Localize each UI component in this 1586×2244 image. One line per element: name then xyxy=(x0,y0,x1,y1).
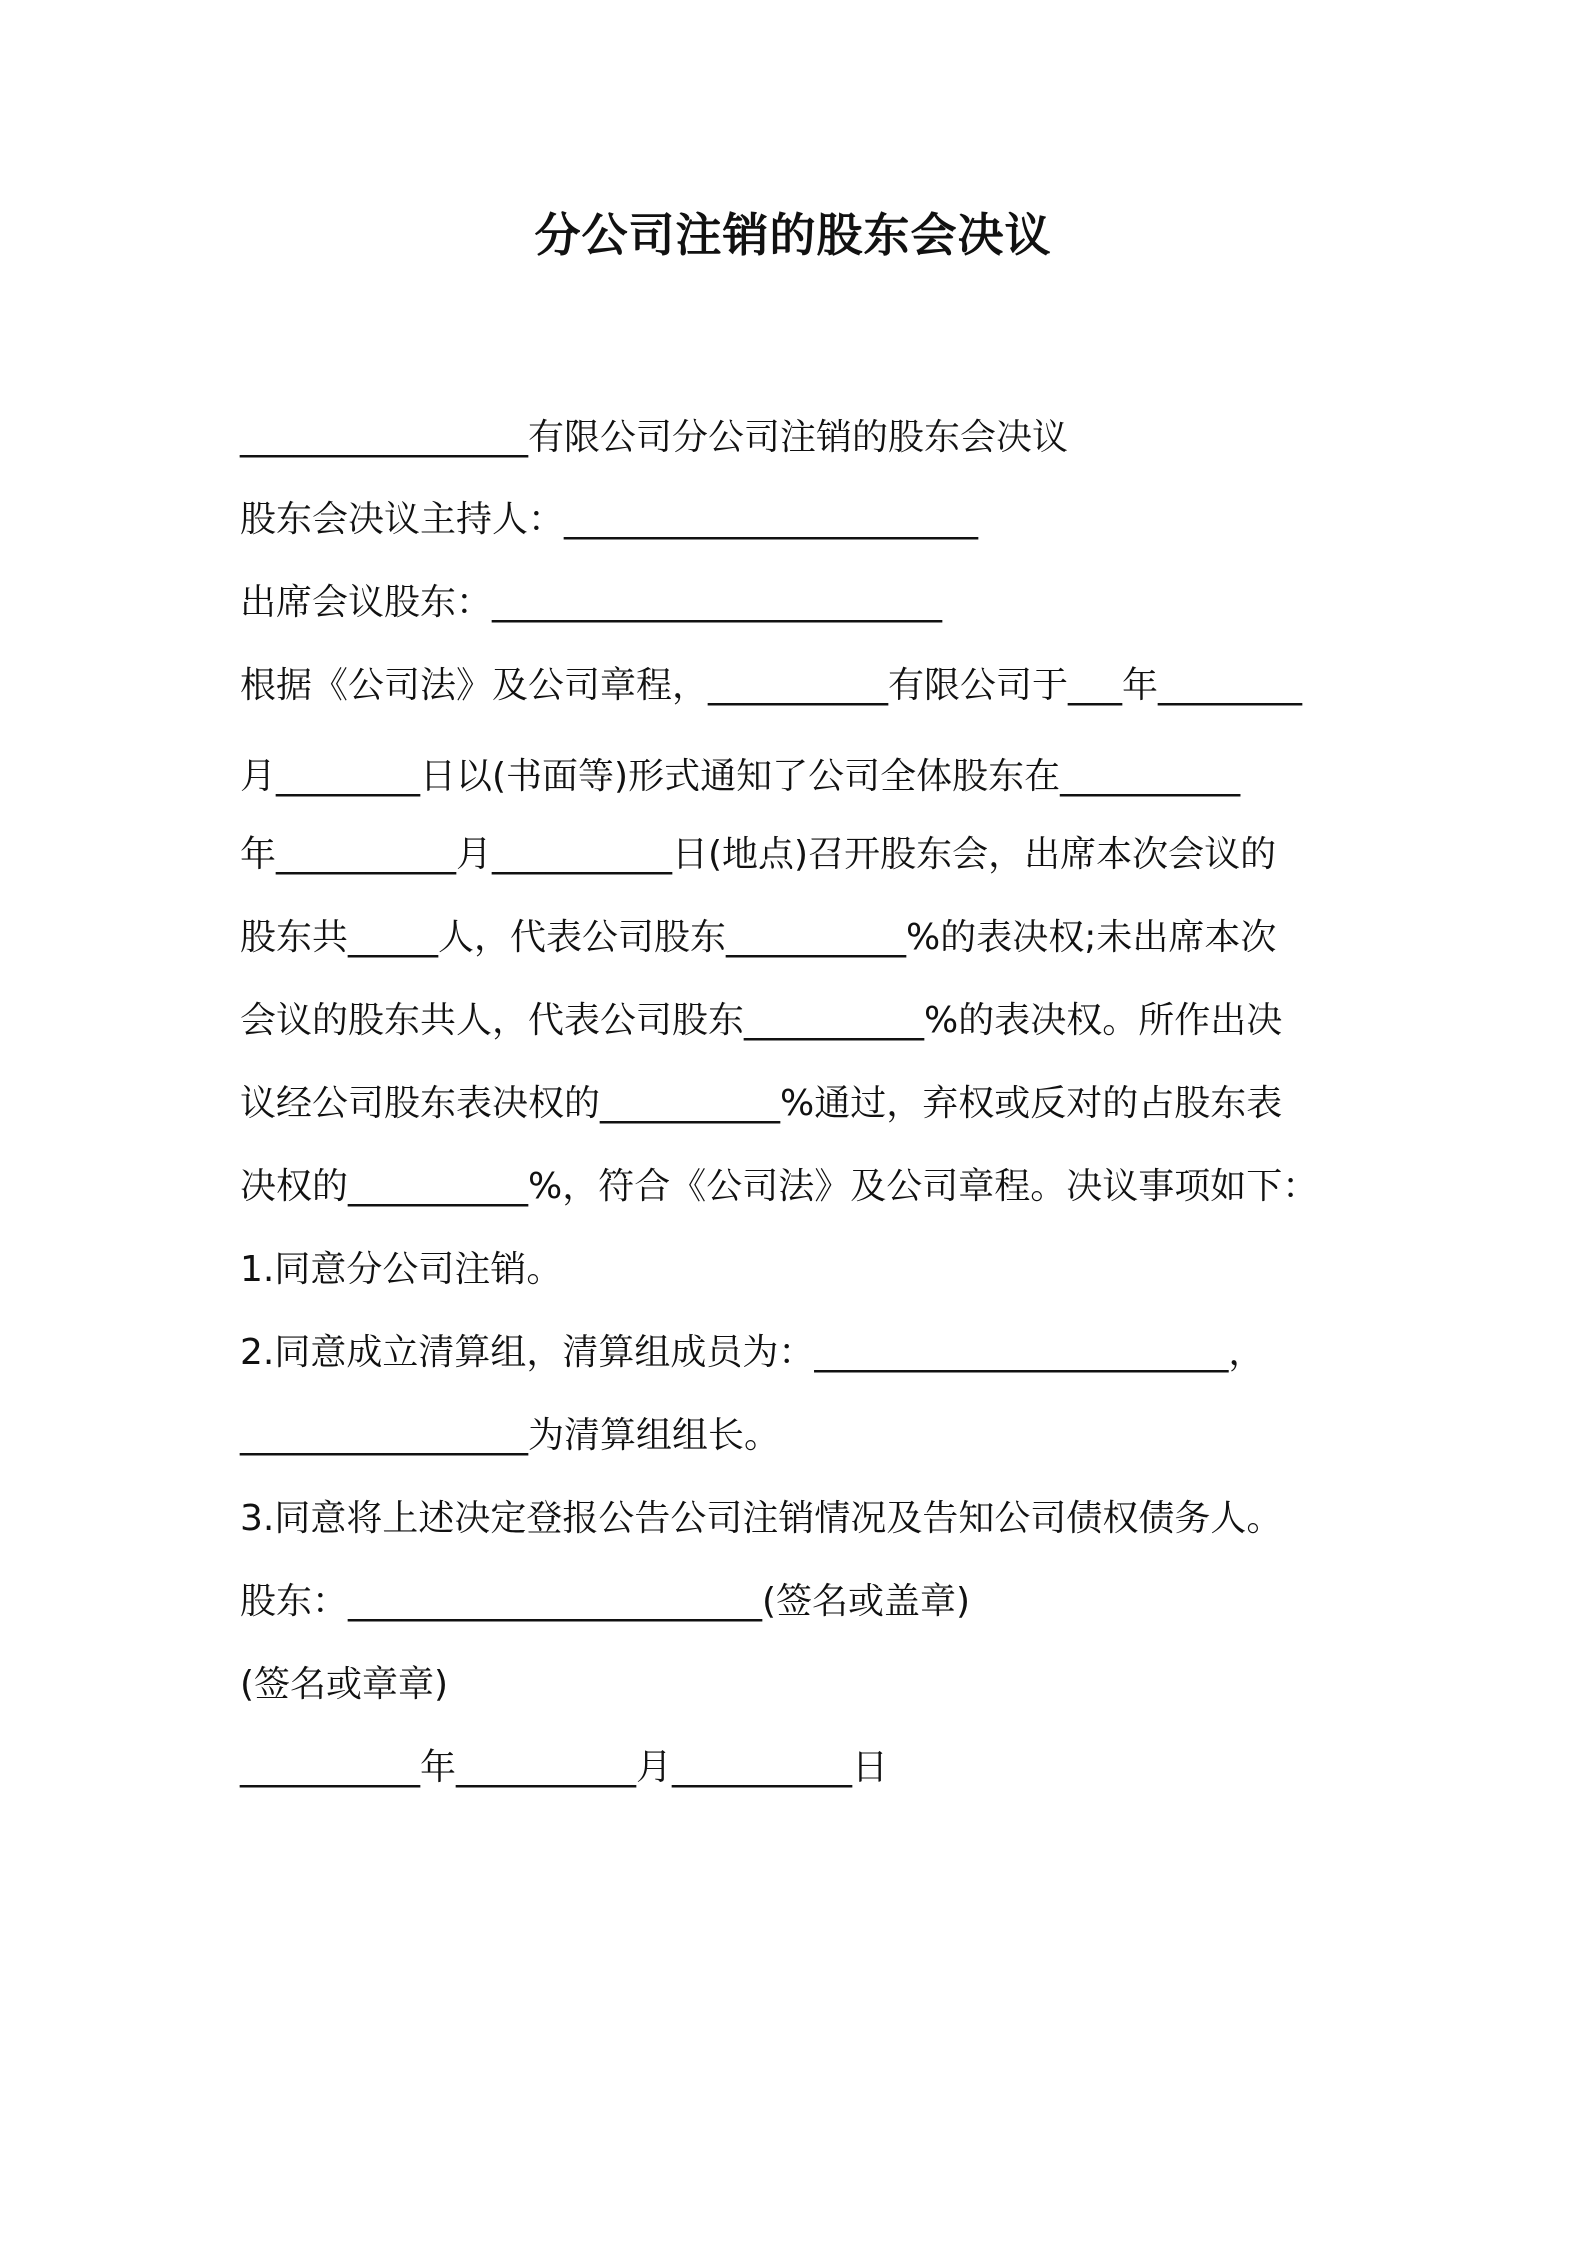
meeting-host-line: 股东会决议主持人：_______________________ xyxy=(240,499,979,540)
resolution-item-3: 3.同意将上述决定登报公告公司注销情况及告知公司债权债务人。 xyxy=(240,1498,1283,1539)
company-resolution-heading: ________________有限公司分公司注销的股东会决议 xyxy=(240,417,1069,458)
document-title: 分公司注销的股东会决议 xyxy=(534,208,1052,262)
shareholder-signature-line: 股东：_______________________(签名或盖章) xyxy=(240,1581,971,1622)
body-paragraph-line: 根据《公司法》及公司章程，__________有限公司于___年________ xyxy=(240,665,1303,706)
signature-note: (签名或章章) xyxy=(240,1664,449,1705)
resolution-item-2-cont: ________________为清算组组长。 xyxy=(240,1415,781,1456)
body-paragraph-line: 月________日以(书面等)形式通知了公司全体股东在__________ xyxy=(240,756,1241,797)
body-paragraph-line: 年__________月__________日(地点)召开股东会，出席本次会议的 xyxy=(240,834,1277,875)
body-paragraph-line: 股东共_____人，代表公司股东__________%的表决权;未出席本次 xyxy=(240,917,1277,958)
date-line: __________年__________月__________日 xyxy=(240,1747,888,1788)
body-paragraph-line: 议经公司股东表决权的__________%通过，弃权或反对的占股东表 xyxy=(240,1083,1283,1124)
body-paragraph-line: 会议的股东共人，代表公司股东__________%的表决权。所作出决 xyxy=(240,1000,1283,1041)
body-paragraph-line: 决权的__________%，符合《公司法》及公司章程。决议事项如下： xyxy=(240,1166,1319,1207)
attending-shareholders-line: 出席会议股东：_________________________ xyxy=(240,582,943,623)
resolution-item-1: 1.同意分公司注销。 xyxy=(240,1249,563,1290)
resolution-item-2: 2.同意成立清算组，清算组成员为：_______________________， xyxy=(240,1332,1265,1373)
